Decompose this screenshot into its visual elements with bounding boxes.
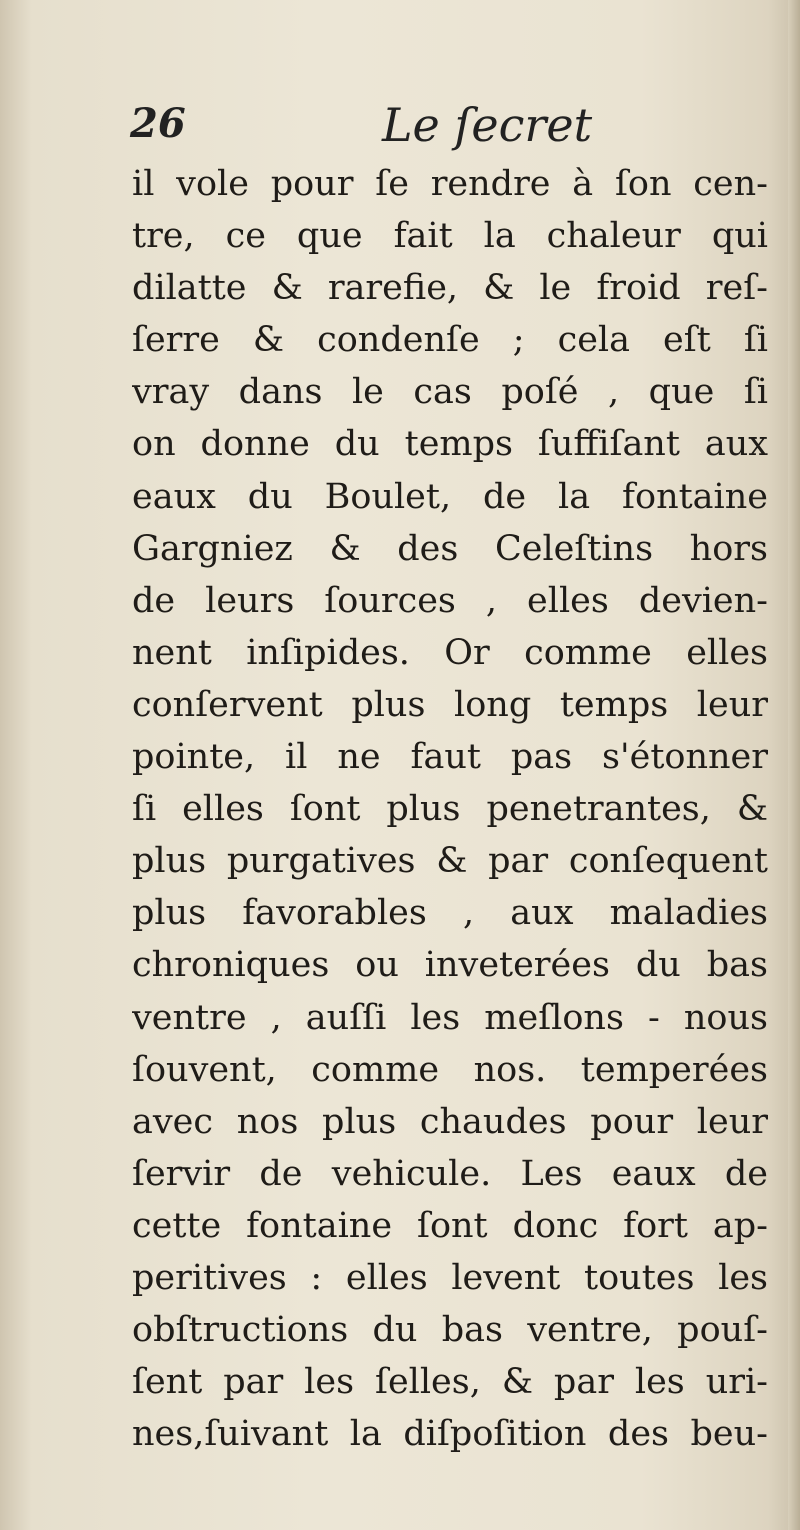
text-line: ſi elles ſont plus penetrantes, & xyxy=(132,789,768,830)
text-line: vray dans le cas poſé , que ſi xyxy=(132,372,768,413)
text-line: Gargniez & des Celeſtins hors xyxy=(132,528,768,569)
page-number: 26 xyxy=(130,100,186,147)
running-title: Le ſecret xyxy=(382,98,593,152)
text-line: nes,ſuivant la diſpoſition des beu- xyxy=(132,1414,768,1455)
text-line: chroniques ou inveterées du bas xyxy=(132,945,768,986)
text-line: plus purgatives & par conſequent xyxy=(132,841,768,882)
text-line: ſouvent, comme nos. temperées xyxy=(132,1049,768,1090)
text-line: eaux du Boulet, de la fontaine xyxy=(132,476,768,517)
body-text xyxy=(132,158,768,1460)
text-line: tre, ce que fait la chaleur qui xyxy=(132,216,768,257)
text-line: ſent par les ſelles, & par les uri- xyxy=(132,1362,768,1403)
text-line: ſerre & condenſe ; cela eſt ſi xyxy=(132,320,768,361)
text-line: ventre , auſſi les meſlons - nous xyxy=(132,997,768,1038)
text-line: cette fontaine ſont donc fort ap- xyxy=(132,1205,768,1246)
text-line: peritives : elles levent toutes les xyxy=(132,1257,768,1298)
text-line: plus favorables , aux maladies xyxy=(132,893,768,934)
page-gutter-shadow xyxy=(788,0,800,1530)
text-line: de leurs ſources , elles devien- xyxy=(132,580,768,621)
text-line: ſervir de vehicule. Les eaux de xyxy=(132,1153,768,1194)
page-header xyxy=(130,98,770,158)
text-line: il vole pour ſe rendre à ſon cen- xyxy=(132,164,768,204)
text-line: pointe, il ne faut pas s'étonner xyxy=(132,737,768,778)
text-line: conſervent plus long temps leur xyxy=(132,684,768,725)
text-line: on donne du temps ſuffiſant aux xyxy=(132,424,768,465)
text-line: avec nos plus chaudes pour leur xyxy=(132,1101,768,1142)
text-line: dilatte & rarefie, & le froid reſ- xyxy=(132,268,768,309)
text-line: obſtructions du bas ventre, pouſ- xyxy=(132,1310,768,1351)
text-line: nent inſipides. Or comme elles xyxy=(132,632,768,673)
